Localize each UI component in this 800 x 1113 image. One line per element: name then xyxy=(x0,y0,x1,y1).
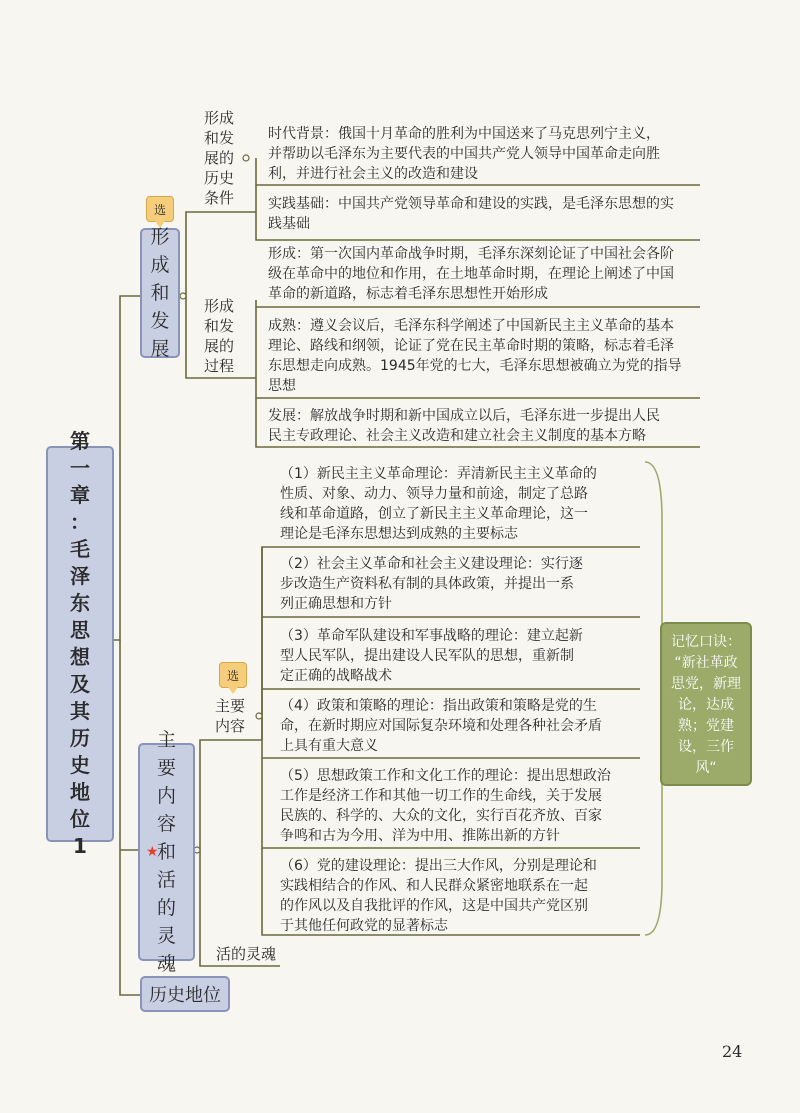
branch-content-char: 容 xyxy=(156,813,176,835)
leaf-maturity-stage: 成熟：遵义会议后，毛泽东科学阐述了中国新民主主义革命的基本 理论、路线和纲领，论证了党在民主革命时期的策略，标志着毛泽 东思想走向成熟。1945年党的七大，毛泽东思想被确立为党的指导 思想 xyxy=(268,318,682,394)
branch-formation-box xyxy=(140,228,180,358)
star-icon: ★ xyxy=(146,844,159,860)
branch-content-char: 的 xyxy=(156,897,176,919)
chapter-title-char: 历 xyxy=(70,726,90,750)
chapter-title-char: 章 xyxy=(70,483,90,507)
leaf-formation-stage: 形成：第一次国内革命战争时期，毛泽东深刻论证了中国社会各阶 级在革命中的地位和作用，在土地革命时期，在理论上阐述了中国 革命的新道路，标志着毛泽东思想性开始形成 xyxy=(268,246,674,302)
leaf-content-item: （6）党的建设理论：提出三大作风，分别是理论和 实践相结合的作风、和人民群众紧密地联系在一起 的作风以及自我批评的作风，这是中国共产党区别 于其他任何政党的显著标志 xyxy=(280,858,597,934)
branch-content-char: 要 xyxy=(156,757,176,779)
chapter-title-char: 其 xyxy=(70,699,90,723)
leaf-practice-basis: 实践基础：中国共产党领导革命和建设的实践，是毛泽东思想的实 践基础 xyxy=(268,196,674,232)
leaf-development-stage: 发展：解放战争时期和新中国成立以后，毛泽东进一步提出人民 民主专政理论、社会主义改造和建立社会主义制度的基本方略 xyxy=(268,408,660,444)
chapter-title-char: 第 xyxy=(70,429,90,453)
branch-content-char: 灵 xyxy=(156,925,176,947)
chapter-title-char: 地 xyxy=(70,780,90,804)
leaf-content-item: （2）社会主义革命和社会主义建设理论：实行逐 步改造生产资料私有制的具体政策，并提出一系 列正确思想和方针 xyxy=(280,556,583,612)
branch-formation-char: 发 xyxy=(150,310,170,332)
branch-content-char: 魂 xyxy=(156,953,176,975)
branch-formation-char: 展 xyxy=(150,338,170,360)
chapter-title-char: 毛 xyxy=(70,537,90,561)
chapter-title-char: 及 xyxy=(70,672,90,696)
chapter-title-char: 思 xyxy=(70,618,90,642)
branch-formation-char: 和 xyxy=(150,282,170,304)
chapter-title-char: 1 xyxy=(73,834,87,858)
chapter-title-char: 泽 xyxy=(70,564,90,588)
label-historical-conditions: 形成 和发 展的 历史 条件 xyxy=(204,109,235,207)
leaf-content-item: （4）政策和策略的理论：指出政策和策略是党的生 命，在新时期应对国际复杂环境和处理各种社会矛盾 上具有重大意义 xyxy=(280,698,602,754)
chapter-title-char: 东 xyxy=(70,591,90,615)
leaf-era-background: 时代背景：俄国十月革命的胜利为中国送来了马克思列宁主义， 并帮助以毛泽东为主要代表的中国共产党人领导中国革命走向胜 利，并进行社会主义的改造和建设 xyxy=(268,126,660,182)
page-number: 24 xyxy=(722,1042,743,1061)
chapter-title-char: 想 xyxy=(70,645,90,669)
branch-formation-char: 成 xyxy=(150,254,170,276)
tag-select: 选 xyxy=(146,196,174,222)
leaf-content-item: （5）思想政策工作和文化工作的理论：提出思想政治 工作是经济工作和其他一切工作的生命线，关于发展 民族的、科学的、大众的文化，实行百花齐放、百家 争鸣和古为今用、洋为中用、推陈出新的方针 xyxy=(280,768,611,844)
chapter-title-char: 一 xyxy=(70,456,90,480)
chapter-title-char: 位 xyxy=(70,807,90,831)
leaf-content-item: （1）新民主主义革命理论：弄清新民主主义革命的 性质、对象、动力、领导力量和前途，制定了总路 线和革命道路，创立了新民主主义革命理论，这一 理论是毛泽东思想达到成熟的主要标志 xyxy=(280,466,597,542)
leaf-content-item: （3）革命军队建设和军事战略的理论：建立起新 型人民军队，提出建设人民军队的思想，重新制 定正确的战略战术 xyxy=(280,628,583,684)
tag-select: 选 xyxy=(219,662,247,688)
branch-content-char: 主 xyxy=(156,729,176,751)
branch-content-char: 活 xyxy=(156,869,176,891)
branch-formation-char: 形 xyxy=(150,226,170,248)
chapter-title-char: ： xyxy=(70,510,90,534)
label-main-content: 主要 内容 xyxy=(215,697,246,735)
chapter-title-char: 史 xyxy=(70,753,90,777)
branch-history-box: 历史地位 xyxy=(140,976,230,1012)
branch-content-char: 和 xyxy=(156,841,176,863)
memory-mnemonic-box: 记忆口诀： “新社革政 思党，新理 论，达成 熟；党建 设，三作 风“ xyxy=(660,622,752,786)
branch-content-char: 内 xyxy=(156,785,176,807)
label-living-soul: 活的灵魂 xyxy=(216,945,277,963)
chapter-title-box xyxy=(46,429,114,858)
label-formation-process: 形成 和发 展的 过程 xyxy=(204,297,235,375)
